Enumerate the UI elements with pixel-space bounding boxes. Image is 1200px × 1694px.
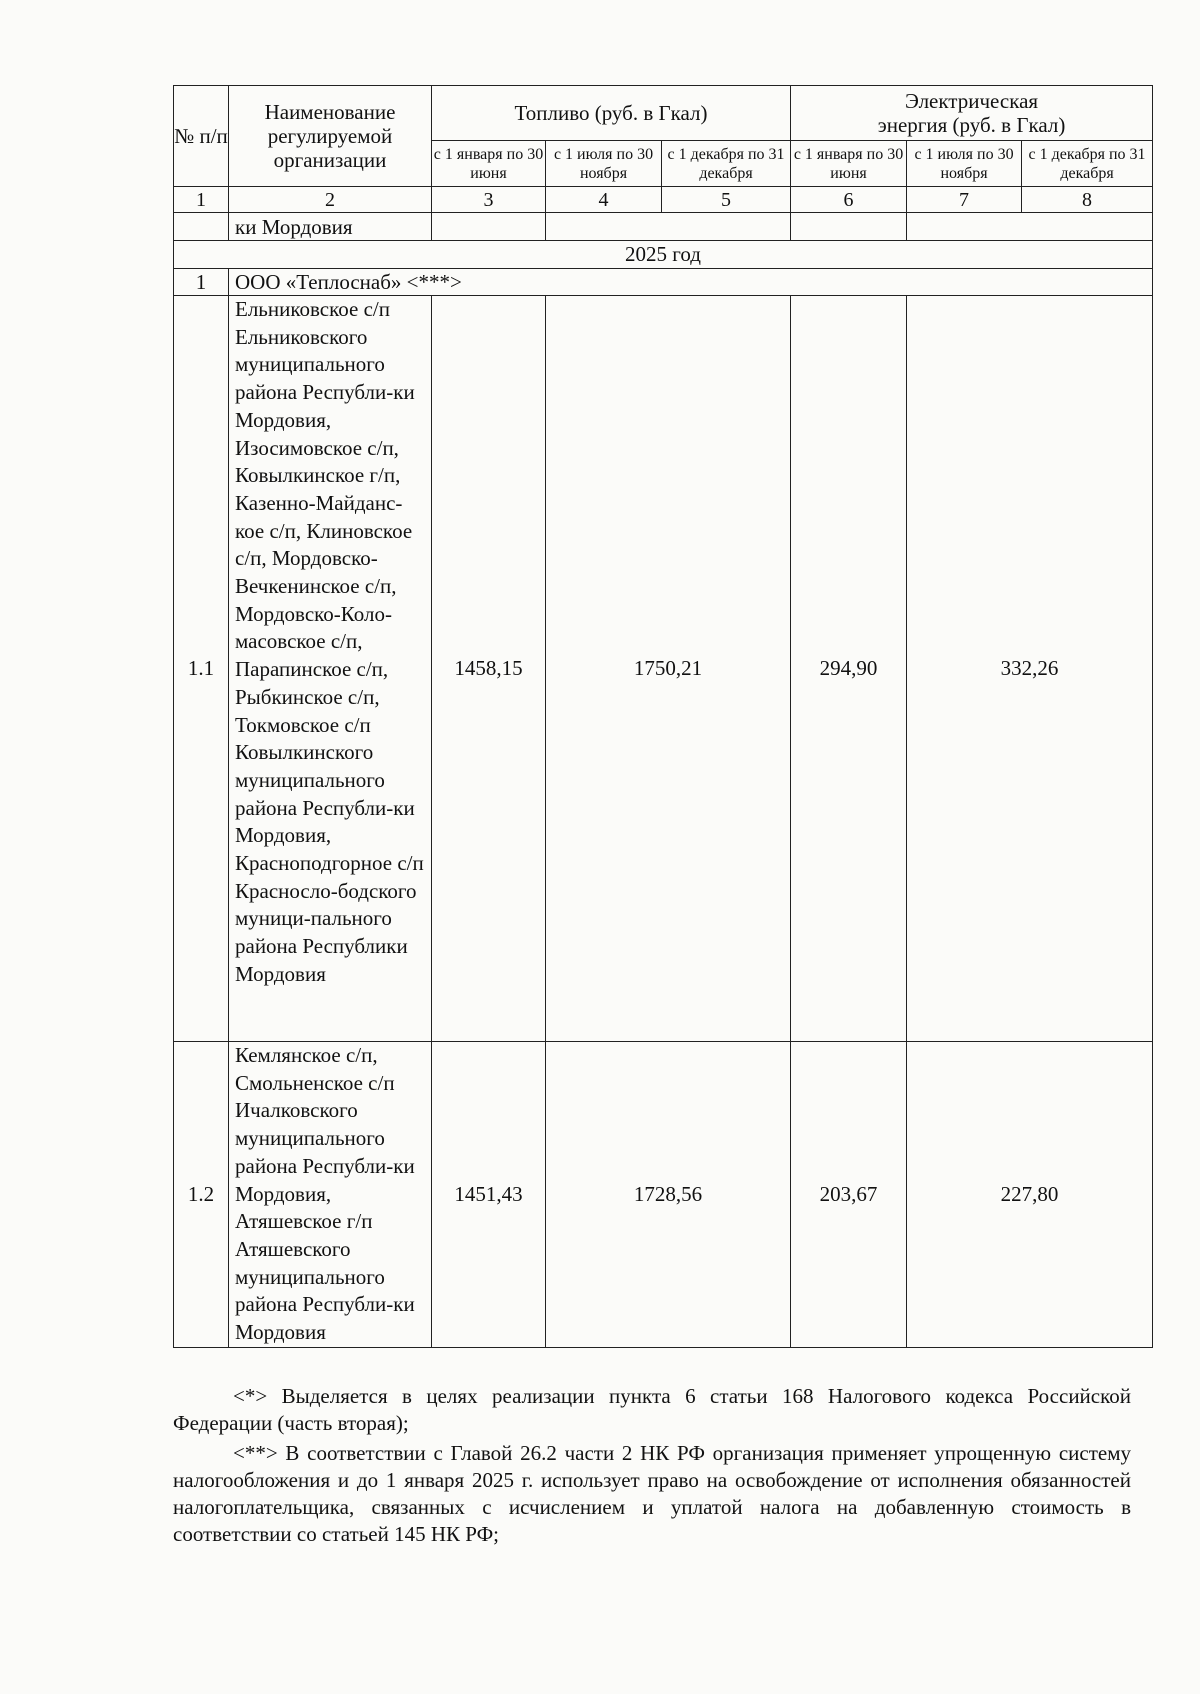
fuel-h2-value: 1728,56 [546,1042,791,1348]
header-period: с 1 декабря по 31 декабря [1022,141,1153,187]
org-name: ООО «Теплоснаб» <***> [229,269,1153,296]
fuel-h1-value: 1458,15 [432,296,546,1042]
carry-over-row [174,213,1153,241]
fuel-h1-value: 1451,43 [432,1042,546,1348]
power-h2-value: 332,26 [907,296,1153,1042]
header-period: с 1 декабря по 31 декабря [662,141,791,187]
tariff-table [173,85,1153,1348]
column-number: 7 [907,187,1022,213]
header-name: Наименование регулируемой организации [229,86,432,187]
footnotes [173,1383,1131,1551]
header-fuel: Топливо (руб. в Гкал) [432,86,791,141]
row-number: 1.2 [174,1042,229,1348]
fuel-h2-value: 1750,21 [546,296,791,1042]
header-no: № п/п [174,86,229,187]
power-h2-value: 227,80 [907,1042,1153,1348]
org-number: 1 [174,269,229,296]
column-number: 8 [1022,187,1153,213]
header-period: с 1 июля по 30 ноября [907,141,1022,187]
row-number: 1.1 [174,296,229,1042]
header-period: с 1 января по 30 июня [791,141,907,187]
year-heading: 2025 год [174,241,1153,269]
footnote: <*> Выделяется в целях реализации пункта 6 статьи 168 Налогового кодекса Российской Федерации (часть вторая); [173,1384,1131,1435]
table-row [174,1042,1153,1348]
column-number: 3 [432,187,546,213]
row-name: Ельниковское с/п Ельниковского муниципального района Республи-ки Мордовия, Изосимовское с/п, Ковылкинское г/п, Казенно-Майданс-кое с/п, Клиновское с/п, Мордовско-Вечкенинское с/п, Мордовско-Коло-масовское с/п, Парапинское с/п, Рыбкинское с/п, Токмовское с/п Ковылкинского муниципального района Республи-ки Мордовия, Красноподгорное с/п Краснослo-бодского муници-пального района Республики Мордовия [229,296,432,1042]
header-power: Электрическая энергия (руб. в Гкал) [791,86,1153,141]
column-number: 2 [229,187,432,213]
carry-over-name: ки Мордовия [229,213,432,241]
table-row [174,296,1153,1042]
header-period: с 1 января по 30 июня [432,141,546,187]
column-number: 1 [174,187,229,213]
column-number: 5 [662,187,791,213]
column-number: 6 [791,187,907,213]
row-name: Кемлянское с/п, Смольненское с/п Ичалковского муниципального района Республи-ки Мордовия, Атяшевское г/п Атяшевского муниципального района Республи-ки Мордовия [229,1042,432,1348]
header-period: с 1 июля по 30 ноября [546,141,662,187]
column-number: 4 [546,187,662,213]
org-row [174,269,1153,296]
footnote: <**> В соответствии с Главой 26.2 части 2 НК РФ организация применяет упрощенную систему налогообложения и до 1 января 2025 г. использует право на освобождение от исполнения обязанностей налогоплательщика, связанных с исчислением и уплатой налога на добавленную стоимость в соответствии со статьей 145 НК РФ; [173,1441,1131,1546]
power-h1-value: 203,67 [791,1042,907,1348]
power-h1-value: 294,90 [791,296,907,1042]
